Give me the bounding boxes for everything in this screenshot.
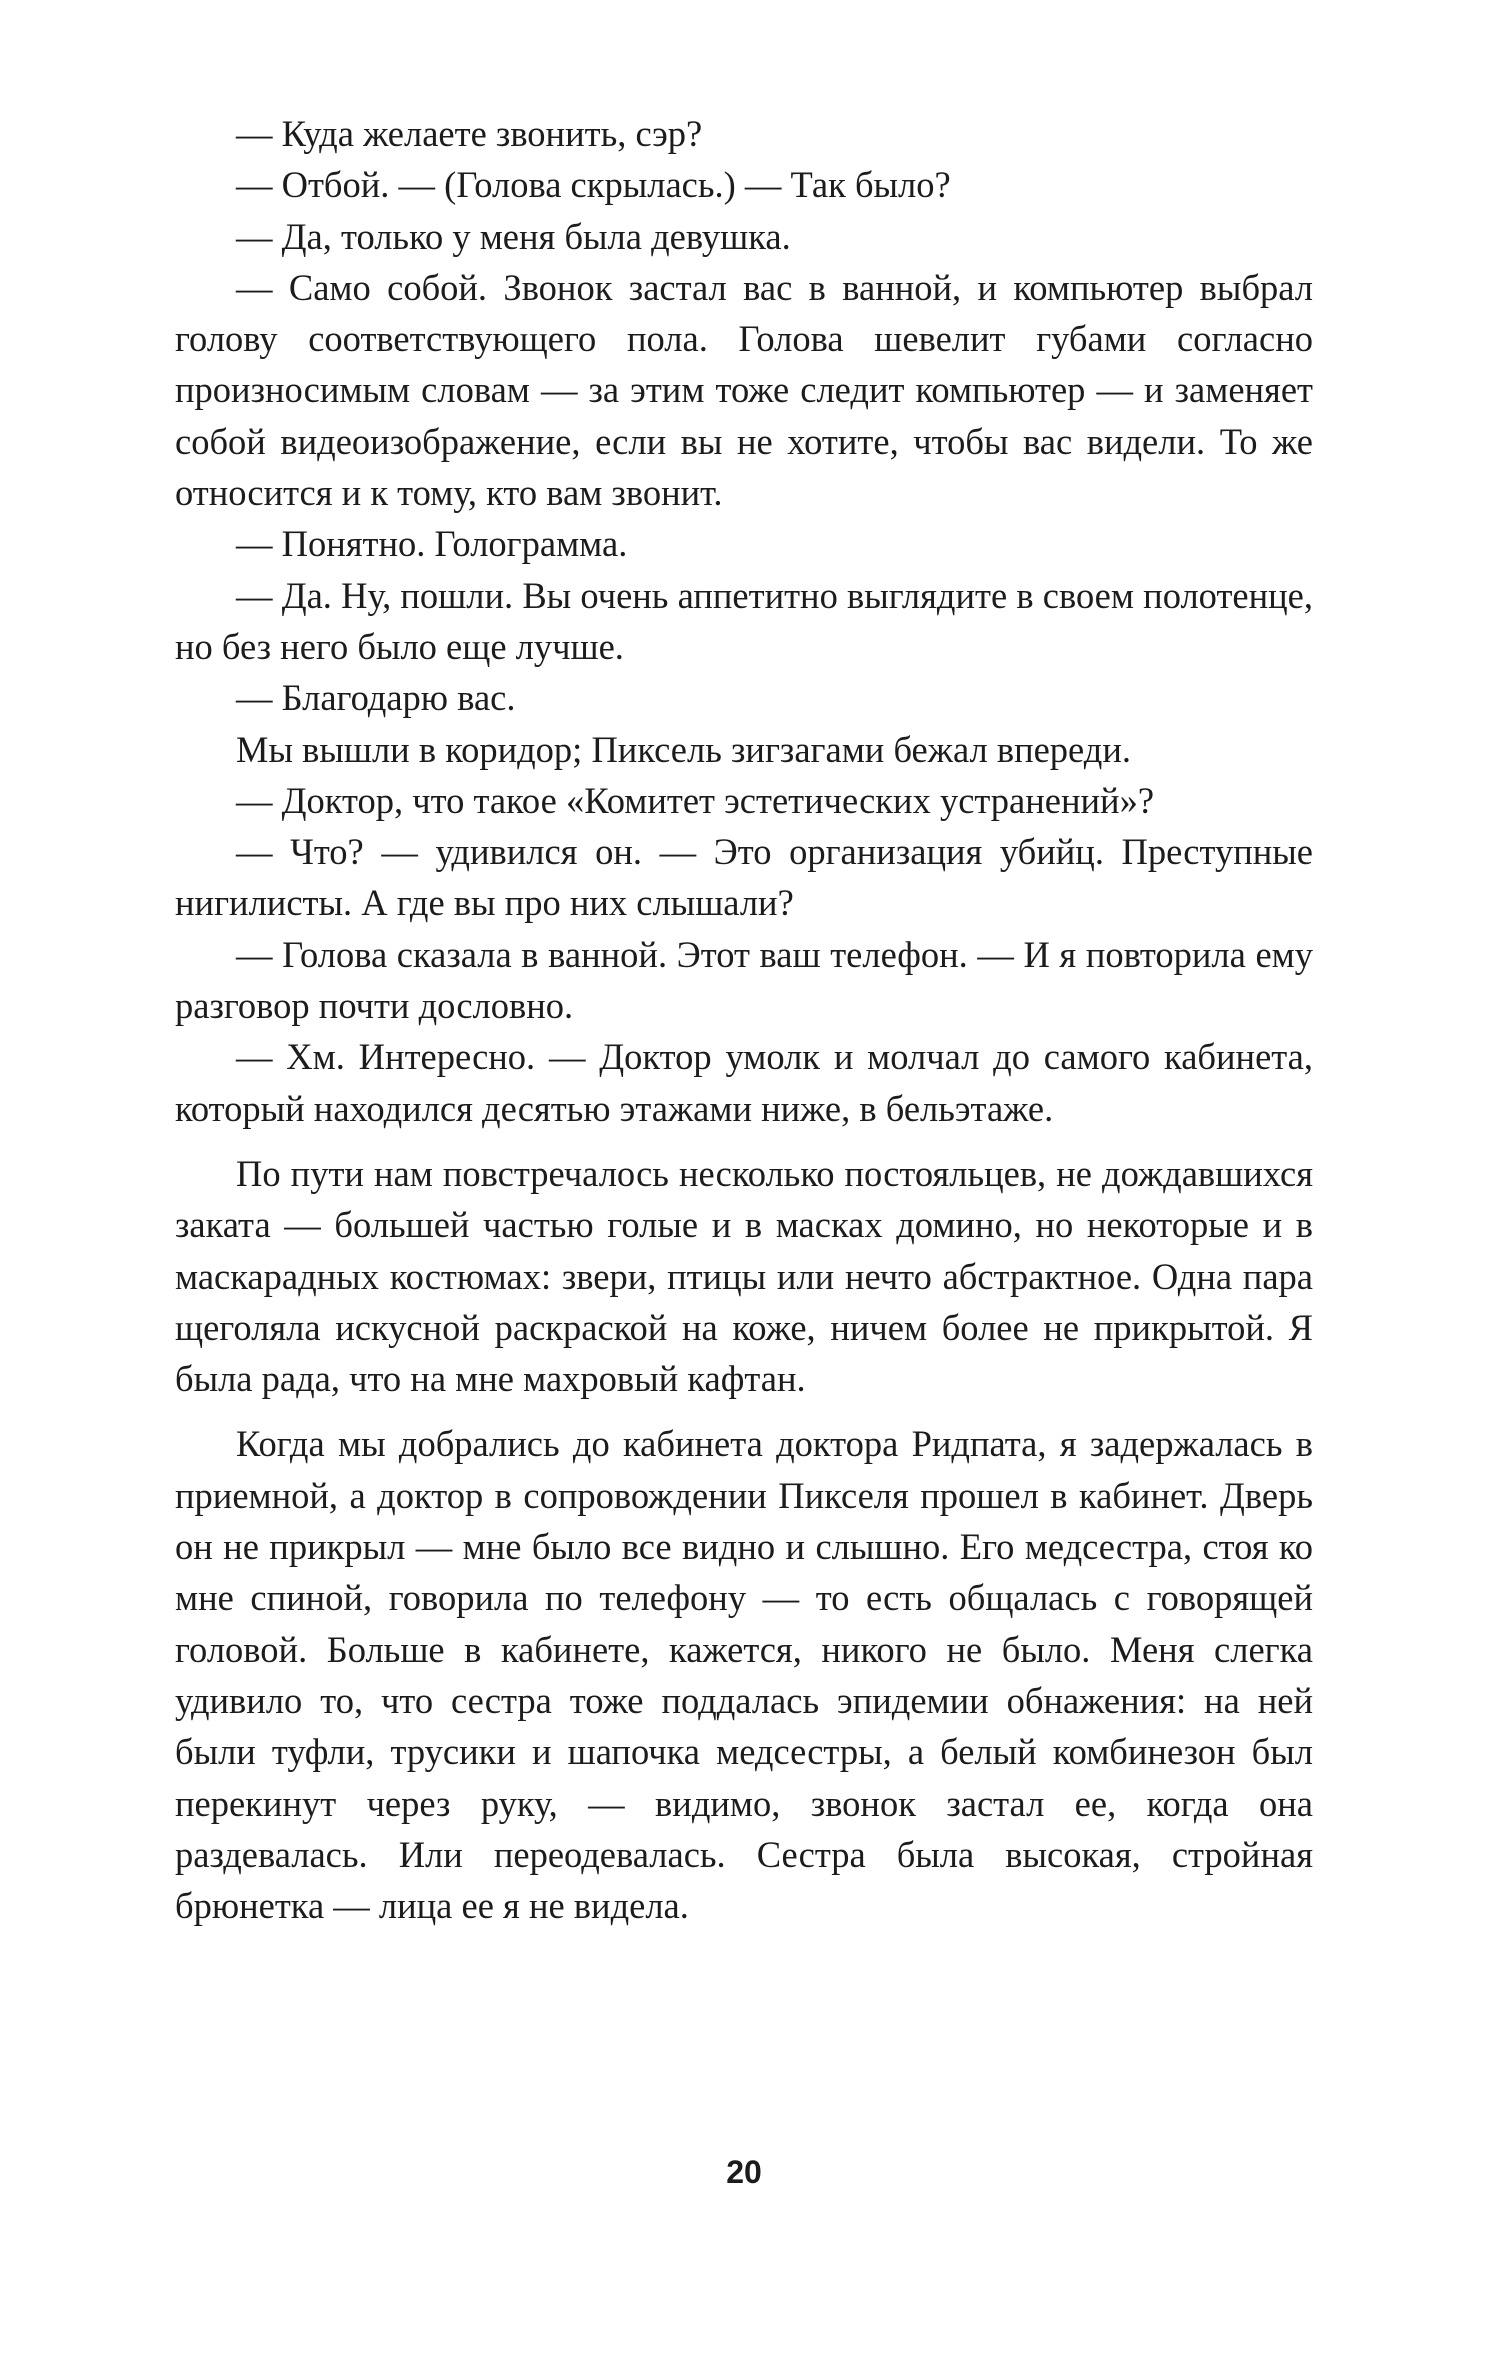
paragraph: — Доктор, что такое «Комитет эстетических устранений»?: [236, 779, 1155, 821]
page-number: 20: [726, 2154, 762, 2190]
paragraph: — Да. Ну, пошли. Вы очень аппетитно выглядите в своем полотенце, но без него было еще лучше.: [175, 574, 1313, 667]
paragraph: — Куда желаете звонить, сэр?: [236, 113, 703, 154]
paragraph: — Да, только у меня была девушка.: [236, 215, 791, 257]
paragraph: Когда мы добрались до кабинета доктора Ридпата, я задержалась в приемной, а доктор в сопровождении Пикселя прошел в кабинет. Дверь он не прикрыл — мне было все видно и слышно. Его медсестра, стоя ко мне спиной, говорила по телефону — то есть общалась с говорящей головой. Больше в кабинете, кажется, никого не было. Меня слегка удивило то, что сестра тоже поддалась эпидемии обнажения: на ней были туфли, трусики и шапочка медсестры, а белый комбинезон был перекинут через руку, — видимо, звонок застал ее, когда она раздевалась. Или переодевалась. Сестра была высокая, стройная брюнетка — лица ее я не видела.: [175, 1423, 1313, 1927]
paragraph: — Что? — удивился он. — Это организация убийц. Преступные нигилисты. А где вы про них слышали?: [175, 831, 1313, 924]
paragraph: По пути нам повстречалось несколько постояльцев, не дождавшихся заката — большей частью голые и в масках домино, но некоторые и в маскарадных костюмах: звери, птицы или нечто абстрактное. Одна пара щеголяла искусной раскраской на коже, ничем более не прикрытой. Я была рада, что на мне махровый кафтан.: [175, 1152, 1313, 1400]
paragraph: — Хм. Интересно. — Доктор умолк и молчал до самого кабинета, который находился десятью этажами ниже, в бельэтаже.: [175, 1036, 1313, 1129]
paragraph: Мы вышли в коридор; Пиксель зигзагами бежал впереди.: [236, 728, 1131, 770]
paragraph: — Понятно. Голограмма.: [236, 523, 628, 565]
paragraph: — Отбой. — (Голова скрылась.) — Так было?: [236, 164, 951, 206]
paragraph: — Само собой. Звонок застал вас в ванной, и компьютер выбрал голову соответствующего пола. Голова шевелит губами согласно произносимым словам — за этим тоже следит компьютер — и заменяет собой видеоизображение, если вы не хотите, чтобы вас видели. То же относится и к тому, кто вам звонит.: [175, 266, 1313, 514]
page-body-text: [175, 108, 1313, 1931]
paragraph: — Благодарю вас.: [236, 677, 516, 719]
paragraph: — Голова сказала в ванной. Этот ваш телефон. — И я повторила ему разговор почти дословно.: [175, 933, 1313, 1027]
